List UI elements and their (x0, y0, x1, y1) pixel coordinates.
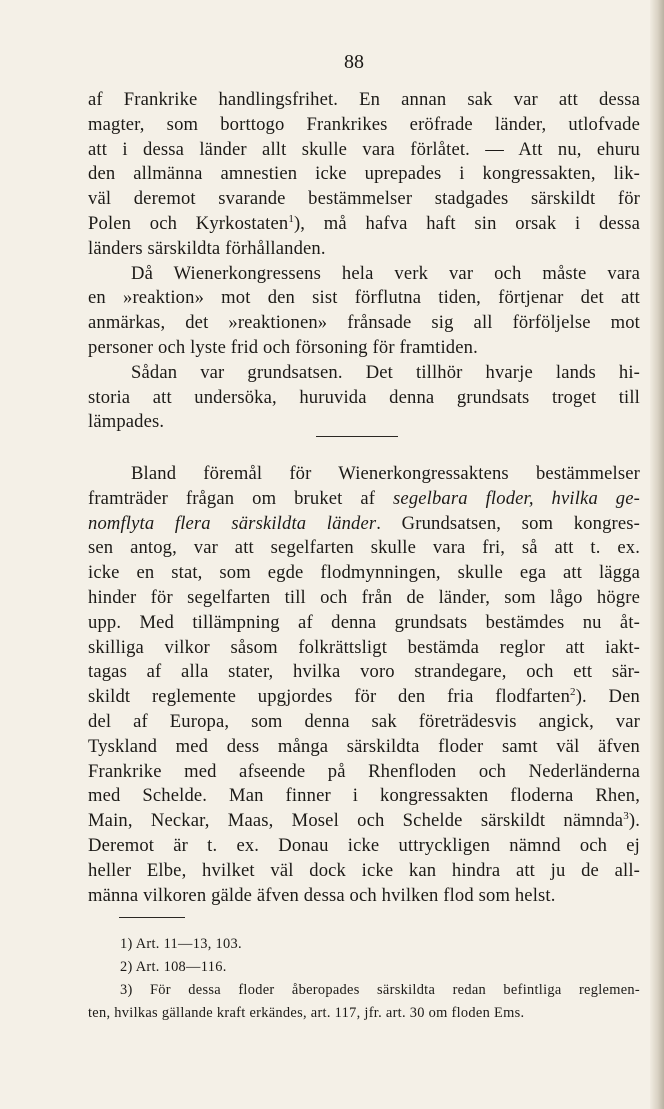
text-line: magter, som borttogo Frankrikes eröfrade länder, utlofvade (88, 113, 640, 135)
text-segment: Main, Neckar, Maas, Mosel och Schelde särskildt nämnda (88, 810, 624, 832)
text-segment: ). Den (575, 686, 640, 708)
text-line: Bland föremål för Wienerkongressaktens bestämmelser (131, 463, 640, 484)
text-line: upp. Med tillämpning af denna grundsats bestämdes nu åt- (88, 611, 640, 633)
text-line: del af Europa, som denna sak företrädesvis angick, var (88, 710, 640, 732)
text-segment: skildt reglemente upgjordes för den fria flodfarten (88, 686, 571, 708)
text-line (88, 212, 640, 237)
text-line: sen antog, var att segelfarten skulle vara fri, så att t. ex. (88, 537, 640, 559)
footnote-rule (119, 917, 185, 918)
text-line: Deremot är t. ex. Donau icke uttryckligen nämnd och ej (88, 834, 640, 856)
footnote-marker-2: 2 (570, 686, 576, 699)
italic-text: segelbara floder, hvilka ge- (393, 487, 640, 509)
text-line: icke en stat, som egde flodmynningen, skulle ega att lägga (88, 562, 640, 584)
text-segment: Polen och Kyrkostaten (88, 212, 289, 234)
text-line: tagas af alla stater, hvilka voro strandegare, och ett sär- (88, 661, 640, 683)
text-segment: ), må hafva haft sin orsak i dessa (293, 212, 640, 234)
paragraph-block-1 (88, 88, 640, 435)
text-line (88, 487, 640, 512)
footnote-marker-1: 1 (288, 212, 294, 225)
text-segment: framträder frågan om bruket af (88, 487, 394, 509)
section-divider (316, 436, 398, 437)
text-line: männa vilkoren gälde äfven dessa och hvilken flod som helst. (88, 884, 556, 906)
text-line (88, 809, 640, 834)
footnote-1: 1) Art. 11—13, 103. (120, 936, 242, 952)
footnotes (88, 933, 640, 1025)
footnote-2: 2) Art. 108—116. (120, 959, 227, 975)
text-line: med Schelde. Man finner i kongressakten floderna Rhen, (88, 785, 640, 807)
text-line: länders särskildta förhållanden. (88, 237, 326, 259)
text-line: lämpades. (88, 411, 165, 433)
text-line: hinder för segelfarten till och från de länder, som lågo högre (88, 586, 640, 608)
text-line: personer och lyste frid och försoning för framtiden. (88, 336, 478, 358)
page-edge (650, 0, 664, 1109)
text-line: Då Wienerkongressens hela verk var och måste vara (131, 262, 640, 284)
text-line: den allmänna amnestien icke uprepades i kongressakten, lik- (88, 163, 640, 185)
text-line (88, 685, 640, 710)
italic-text: nomflyta flera särskildta länder (88, 512, 377, 534)
text-line: heller Elbe, hvilket väl dock icke kan hindra att ju de all- (88, 859, 640, 881)
text-line (88, 512, 640, 537)
footnote-3: 3) För dessa floder åberopades särskildta redan befintliga reglemen- (120, 982, 640, 998)
text-line: väl deremot svarande bestämmelser stadgades särskildt för (88, 188, 640, 210)
text-segment: ). (628, 810, 640, 832)
footnote-3-continued: ten, hvilkas gällande kraft erkändes, art. 117, jfr. art. 30 om floden Ems. (88, 1005, 525, 1021)
text-line: af Frankrike handlingsfrihet. En annan sak var att dessa (88, 89, 640, 110)
text-line: att i dessa länder allt skulle vara förlåtet. — Att nu, ehuru (88, 138, 640, 160)
text-line: anmärkas, det »reaktionen» frånsade sig all förföljelse mot (88, 312, 640, 334)
text-line: storia att undersöka, huruvida denna grundsats troget till (88, 386, 640, 408)
text-line: Sådan var grundsatsen. Det tillhör hvarje lands hi- (131, 361, 640, 383)
text-line: Frankrike med afseende på Rhenfloden och Nederländerna (88, 760, 640, 782)
footnote-marker-3: 3 (623, 810, 629, 823)
paragraph-block-2 (88, 462, 640, 908)
text-line: Tyskland med dess många särskildta floder samt väl äfven (88, 735, 640, 757)
page-number: 88 (344, 51, 364, 73)
text-segment: . Grundsatsen, som kongres- (376, 512, 640, 534)
text-line: skilliga vilkor såsom folkrättsligt bestämda reglor att iakt- (88, 636, 640, 658)
text-line: en »reaktion» mot den sist förflutna tiden, förtjenar det att (88, 287, 640, 309)
